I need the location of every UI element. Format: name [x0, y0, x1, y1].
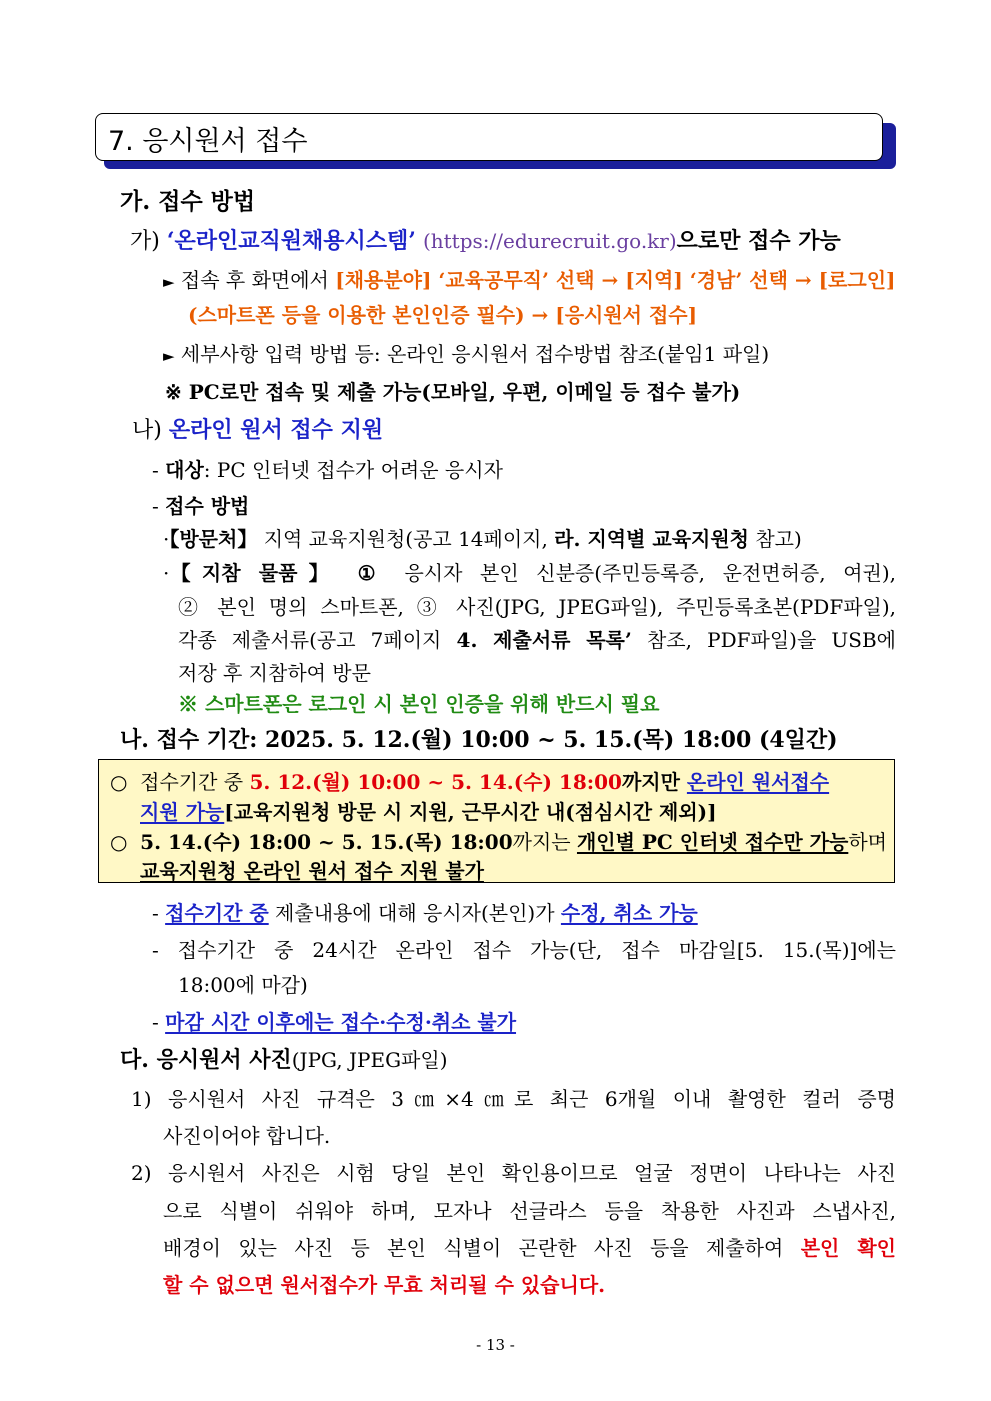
system-name: ‘온라인교직원채용시스템’ — [166, 228, 416, 254]
item-marker: 나) — [132, 418, 162, 443]
access-steps-1: [채용분야] ‘교육공무직’ 선택 → [지역] ‘경남’ 선택 → [로그인] — [335, 268, 896, 292]
notice-l3a: 5. 14.(수) 18:00 ~ 5. 15.(목) 18:00 — [140, 830, 513, 854]
items-text3a: 각종 제출서류(공고 7페이지 — [178, 628, 457, 652]
bullet-lead: 접속 후 화면에서 — [180, 268, 329, 292]
pc-only-note: ※ PC로만 접속 및 제출 가능(모바일, 우편, 이메일 등 접수 불가) — [165, 380, 741, 404]
photo-p1-l1: 응시원서 사진 규격은 3㎝×4㎝로 최근 6개월 이내 촬영한 컬러 증명 — [168, 1087, 897, 1111]
circled-one: ① — [357, 561, 387, 585]
system-suffix: 으로만 접수 가능 — [676, 228, 841, 254]
item-ga1 — [130, 224, 841, 255]
item-na1 — [132, 413, 383, 444]
notice-line2 — [140, 796, 717, 825]
items-line2: ② 본인 명의 스마트폰, ③ 사진(JPG, JPEG파일), 주민등록초본(PDF파일), — [178, 595, 896, 619]
bullet-detail-text: 세부사항 입력 방법 등: 온라인 응시원서 접수방법 참조(붙임1 파일) — [180, 342, 770, 366]
notice-l3b: 까지는 — [512, 830, 577, 854]
period-dash3 — [152, 1006, 516, 1035]
triangle-bullet-icon: ► — [163, 273, 175, 291]
items-line4: 저장 후 지참하여 방문 — [178, 661, 371, 685]
da-heading-rest: (JPG, JPEG파일) — [291, 1048, 448, 1072]
visit-text2: 참고) — [749, 527, 802, 551]
photo-item1-line1 — [131, 1083, 896, 1112]
bullet-access — [163, 264, 895, 293]
notice-line3 — [110, 826, 887, 855]
subsection-ga-heading: 가. 접수 방법 — [120, 188, 256, 215]
circle-bullet-icon: ○ — [110, 770, 128, 794]
smartphone-note: ※ 스마트폰은 로그인 시 본인 인증을 위해 반드시 필요 — [178, 692, 660, 716]
target-text: : PC 인터넷 접수가 어려운 응시자 — [203, 458, 503, 482]
period-d1c: 수정, 취소 가능 — [560, 901, 698, 925]
notice-l3c: 개인별 PC 인터넷 접수만 가능 — [576, 830, 849, 854]
photo-item2-line1 — [131, 1157, 896, 1186]
online-support-title: 온라인 원서 접수 지원 — [168, 417, 384, 443]
bullet-detail — [163, 338, 769, 367]
dot: · — [163, 561, 170, 585]
period-dash1 — [152, 897, 698, 926]
visit-bold: 라. 지역별 교육지원청 — [554, 527, 749, 551]
subsection-na-heading: 나. 접수 기간: 2025. 5. 12.(월) 10:00 ~ 5. 15.(목) 18:00 (4일간) — [120, 727, 838, 753]
period-d1b: 제출내용에 대해 응시자(본인)가 — [268, 901, 561, 925]
notice-l1c: 까지만 — [621, 770, 687, 794]
items-label: 【지참 물품】 — [169, 561, 340, 585]
visit-line — [163, 523, 802, 552]
photo-p2-l2: 으로 식별이 쉬워야 하며, 모자나 선글라스 등을 착용한 사진과 스냅사진, — [163, 1199, 896, 1223]
target-label: 대상 — [165, 458, 204, 482]
da-heading-bold: 다. 응시원서 사진 — [120, 1047, 292, 1073]
item-marker: 2) — [131, 1161, 152, 1185]
notice-l2b: [교육지원청 방문 시 지원, 근무시간 내(점심시간 제외)] — [224, 800, 717, 824]
dash: - — [152, 494, 159, 518]
method-label: 접수 방법 — [165, 494, 250, 518]
notice-line1 — [110, 766, 829, 795]
photo-p1-l2: 사진이어야 합니다. — [163, 1124, 331, 1148]
photo-p2-l3a: 배경이 있는 사진 등 본인 식별이 곤란한 사진 등을 제출하여 — [163, 1236, 801, 1260]
photo-p2-line3 — [163, 1232, 896, 1261]
dash: - — [152, 1010, 159, 1034]
notice-l2a: 지원 가능 — [140, 800, 225, 824]
system-url[interactable]: (https://edurecruit.go.kr) — [422, 229, 677, 253]
subsection-da-heading — [120, 1043, 448, 1074]
item-marker: 1) — [131, 1087, 152, 1111]
period-d1a: 접수기간 중 — [165, 901, 269, 925]
deadline-note: 마감 시간 이후에는 접수·수정·취소 불가 — [165, 1010, 517, 1034]
dot: · — [163, 527, 170, 551]
dash: - — [152, 458, 159, 482]
notice-l3d: 하며 — [848, 830, 887, 854]
items-text1: 응시자 본인 신분증(주민등록증, 운전면허증, 여권), — [404, 561, 897, 585]
items-text3b: 4. 제출서류 목록’ — [456, 628, 632, 652]
period-dash2 — [152, 934, 896, 963]
period-d2-line2: 18:00에 마감) — [178, 973, 308, 997]
notice-l1d: 온라인 원서접수 — [686, 770, 830, 794]
visit-label: 【방문처】 — [169, 527, 258, 551]
notice-line4: 교육지원청 온라인 원서 접수 지원 불가 — [140, 859, 484, 883]
access-steps-2: (스마트폰 등을 이용한 본인인증 필수) → [응시원서 접수] — [188, 303, 698, 327]
items-text3c: 참조, PDF파일)을 USB에 — [631, 628, 897, 652]
item-marker: 가) — [130, 229, 160, 254]
photo-p2-l4: 할 수 없으면 원서접수가 무효 처리될 수 있습니다. — [163, 1273, 606, 1297]
photo-p2-l1: 응시원서 사진은 시험 당일 본인 확인용이므로 얼굴 정면이 나타나는 사진 — [168, 1161, 897, 1185]
dash: - — [152, 938, 159, 962]
page-number: - 13 - — [476, 1336, 515, 1354]
method-line — [152, 490, 249, 519]
items-line3 — [178, 624, 896, 653]
dash: - — [152, 901, 159, 925]
items-line1 — [163, 557, 896, 586]
section-title: 7. 응시원서 접수 — [108, 126, 308, 157]
notice-l1a: 접수기간 중 — [140, 770, 250, 794]
visit-text1: 지역 교육지원청(공고 14페이지, — [263, 527, 555, 551]
target-line — [152, 454, 503, 483]
photo-p2-l3b: 본인 확인 — [800, 1236, 896, 1260]
triangle-bullet-icon: ► — [163, 347, 175, 365]
circle-bullet-icon: ○ — [110, 830, 128, 854]
period-d2-line1: 접수기간 중 24시간 온라인 접수 가능(단, 접수 마감일[5. 15.(목)]에는 — [177, 938, 897, 962]
notice-l1b: 5. 12.(월) 10:00 ~ 5. 14.(수) 18:00 — [249, 770, 622, 794]
